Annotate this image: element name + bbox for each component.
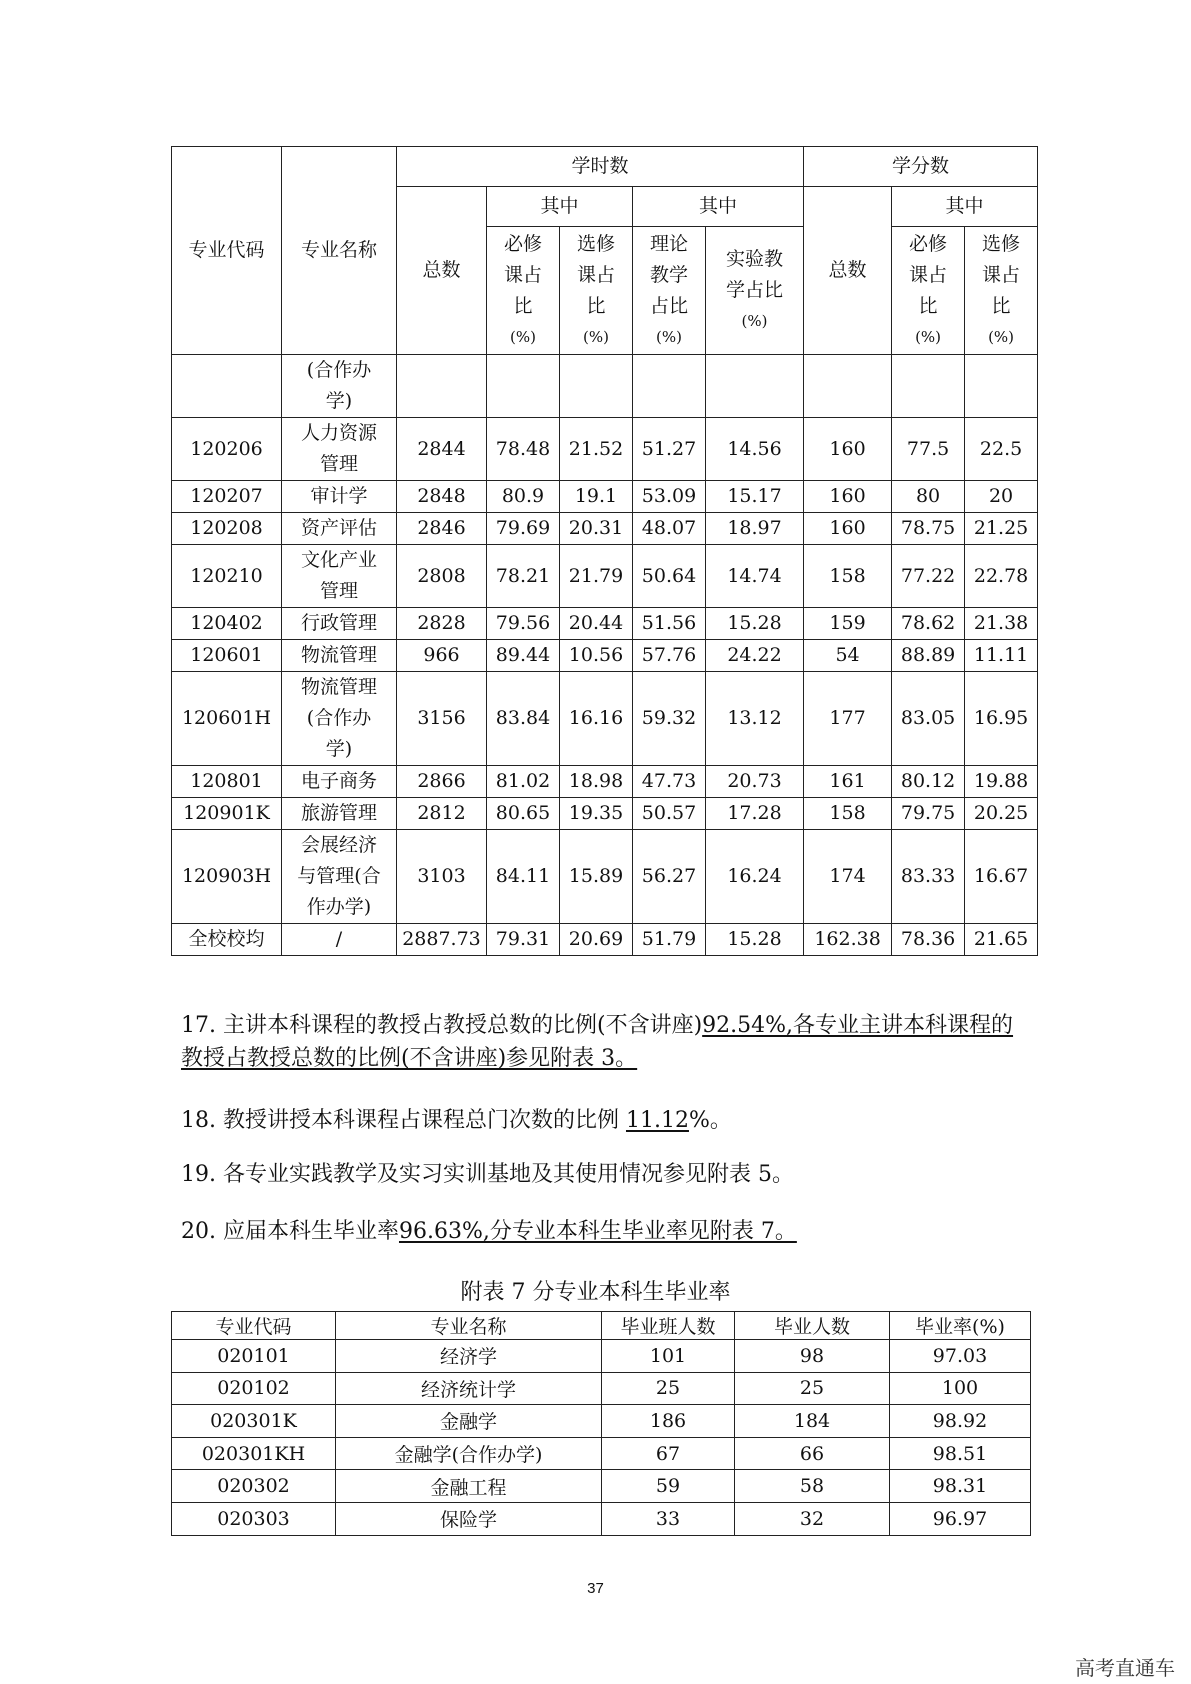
- cell-code: 120206: [172, 418, 282, 481]
- cell-value: 020301K: [172, 1405, 336, 1438]
- cell-value: 98.92: [890, 1405, 1031, 1438]
- cell-value: 78.62: [892, 608, 965, 640]
- cell-name: [282, 924, 397, 956]
- t2-header-class-size: 毕业班人数: [602, 1312, 735, 1340]
- paragraph-18-suffix: %。: [688, 1108, 732, 1133]
- cell-value: 89.44: [487, 640, 560, 672]
- cell-value: 101: [602, 1340, 735, 1373]
- cell-name-line: 学): [325, 738, 353, 760]
- cell-value: 020101: [172, 1340, 336, 1373]
- cell-value: 51.27: [633, 418, 706, 481]
- cell-value: 25: [735, 1372, 890, 1405]
- cell-value: [804, 355, 892, 418]
- cell-value: 金融工程: [336, 1470, 602, 1503]
- cell-value: 77.22: [892, 545, 965, 608]
- page-number: 37: [587, 1580, 604, 1597]
- cell-value: 21.52: [560, 418, 633, 481]
- cell-value: 50.64: [633, 545, 706, 608]
- cell-name: [282, 481, 397, 513]
- header-line: 必修: [909, 232, 948, 255]
- cell-value: 15.17: [706, 481, 804, 513]
- cell-value: 3103: [397, 830, 487, 924]
- cell-value: 50.57: [633, 798, 706, 830]
- header-line: 学占比: [726, 279, 784, 301]
- cell-name-line: /: [335, 928, 343, 950]
- cell-name-line: 文化产业: [300, 549, 377, 571]
- header-lab-pct: [706, 227, 804, 355]
- cell-value: 100: [890, 1372, 1031, 1405]
- cell-name: [282, 640, 397, 672]
- cell-value: 14.74: [706, 545, 804, 608]
- cell-value: 19.1: [560, 481, 633, 513]
- cell-name: [282, 513, 397, 545]
- cell-value: 58: [735, 1470, 890, 1503]
- graduation-rate-table: [171, 1311, 1031, 1536]
- cell-value: 020102: [172, 1372, 336, 1405]
- cell-value: 80: [892, 481, 965, 513]
- cell-value: 21.79: [560, 545, 633, 608]
- cell-value: 15.89: [560, 830, 633, 924]
- table-row: [172, 766, 1038, 798]
- table-row: [172, 355, 1038, 418]
- cell-code: 120801: [172, 766, 282, 798]
- cell-value: 54: [804, 640, 892, 672]
- cell-value: 78.36: [892, 924, 965, 956]
- table-row: [172, 798, 1038, 830]
- header-line: (%): [915, 327, 942, 346]
- cell-value: 33: [602, 1502, 735, 1535]
- cell-name: [282, 830, 397, 924]
- cell-code: 120601H: [172, 672, 282, 766]
- cell-name-line: 资产评估: [300, 517, 377, 539]
- table-row: [172, 1340, 1031, 1373]
- cell-value: 17.28: [706, 798, 804, 830]
- header-line: 选修: [982, 232, 1021, 255]
- cell-value: 15.28: [706, 608, 804, 640]
- paragraph-18: [181, 1104, 1031, 1137]
- cell-value: 84.11: [487, 830, 560, 924]
- header-line: (%): [583, 327, 609, 346]
- paragraph-20: [181, 1215, 1031, 1248]
- cell-value: 162.38: [804, 924, 892, 956]
- cell-name-line: 作办学): [306, 896, 372, 918]
- paragraph-20-text: 20. 应届本科生毕业率: [181, 1219, 399, 1244]
- cell-value: 79.56: [487, 608, 560, 640]
- header-line: (%): [741, 312, 768, 330]
- cell-value: 20.31: [560, 513, 633, 545]
- cell-value: 186: [602, 1405, 735, 1438]
- cell-name: [282, 798, 397, 830]
- cell-code: 120208: [172, 513, 282, 545]
- header-line: (%): [510, 327, 536, 346]
- cell-name-line: 学): [325, 390, 353, 412]
- table-row: [172, 545, 1038, 608]
- cell-value: 保险学: [336, 1502, 602, 1535]
- watermark: 高考直通车: [1075, 1656, 1175, 1680]
- paragraph-18-value: 11.12: [625, 1108, 689, 1133]
- t2-header-rate: 毕业率(%): [890, 1312, 1031, 1340]
- header-hours: 学时数: [397, 147, 804, 187]
- cell-value: 15.28: [706, 924, 804, 956]
- cell-value: 2844: [397, 418, 487, 481]
- cell-value: 67: [602, 1437, 735, 1470]
- cell-name-line: 与管理(合: [297, 865, 381, 887]
- cell-value: 966: [397, 640, 487, 672]
- cell-value: 98: [735, 1340, 890, 1373]
- cell-value: 79.69: [487, 513, 560, 545]
- cell-value: 160: [804, 481, 892, 513]
- cell-value: 金融学: [336, 1405, 602, 1438]
- cell-value: 51.79: [633, 924, 706, 956]
- cell-value: 金融学(合作办学): [336, 1437, 602, 1470]
- paragraph-19: [181, 1158, 1031, 1191]
- cell-code: 120207: [172, 481, 282, 513]
- header-elective-pct: [560, 227, 633, 355]
- cell-value: 22.5: [965, 418, 1038, 481]
- header-line: 比: [918, 294, 938, 317]
- cell-value: 98.31: [890, 1470, 1031, 1503]
- cell-code: 120210: [172, 545, 282, 608]
- header-line: 实验教: [726, 248, 784, 270]
- table-row: [172, 830, 1038, 924]
- cell-value: 20.69: [560, 924, 633, 956]
- table-row: [172, 1372, 1031, 1405]
- cell-value: 47.73: [633, 766, 706, 798]
- hours-credits-table-body: [172, 355, 1038, 956]
- paragraph-19-text: 19. 各专业实践教学及实习实训基地及其使用情况参见附表 5。: [181, 1162, 794, 1187]
- table-row: [172, 481, 1038, 513]
- cell-value: 020302: [172, 1470, 336, 1503]
- cell-value: 78.21: [487, 545, 560, 608]
- header-credits: 学分数: [804, 147, 1038, 187]
- table-caption: 附表 7 分专业本科生毕业率: [460, 1280, 731, 1305]
- cell-value: 78.48: [487, 418, 560, 481]
- cell-value: 159: [804, 608, 892, 640]
- cell-value: 20.44: [560, 608, 633, 640]
- table-row: [172, 640, 1038, 672]
- cell-name-line: (合作办: [306, 359, 372, 381]
- cell-value: 66: [735, 1437, 890, 1470]
- cell-value: 2866: [397, 766, 487, 798]
- cell-value: [397, 355, 487, 418]
- cell-value: 59.32: [633, 672, 706, 766]
- header-line: 比: [586, 294, 606, 317]
- header-line: 比: [991, 294, 1011, 317]
- table-row: [172, 1502, 1031, 1535]
- cell-value: 3156: [397, 672, 487, 766]
- paragraph-18-text: 18. 教授讲授本科课程占课程总门次数的比例: [181, 1108, 619, 1133]
- cell-value: 14.56: [706, 418, 804, 481]
- cell-value: 57.76: [633, 640, 706, 672]
- cell-name-line: 旅游管理: [300, 802, 377, 824]
- header-line: 教学: [649, 263, 688, 286]
- cell-value: 51.56: [633, 608, 706, 640]
- cell-value: 10.56: [560, 640, 633, 672]
- header-line: 比: [513, 294, 533, 317]
- cell-name: [282, 766, 397, 798]
- cell-value: 20.25: [965, 798, 1038, 830]
- cell-value: 25: [602, 1372, 735, 1405]
- cell-code: 120402: [172, 608, 282, 640]
- cell-value: 174: [804, 830, 892, 924]
- cell-value: [487, 355, 560, 418]
- cell-value: 2828: [397, 608, 487, 640]
- header-line: 理论: [649, 232, 688, 255]
- cell-name-line: 人力资源: [300, 422, 377, 444]
- cell-value: 2887.73: [397, 924, 487, 956]
- cell-value: [965, 355, 1038, 418]
- cell-value: 88.89: [892, 640, 965, 672]
- cell-value: 11.11: [965, 640, 1038, 672]
- cell-value: 81.02: [487, 766, 560, 798]
- cell-value: 98.51: [890, 1437, 1031, 1470]
- cell-value: 22.78: [965, 545, 1038, 608]
- cell-value: 21.65: [965, 924, 1038, 956]
- cell-value: 20: [965, 481, 1038, 513]
- cell-value: 79.31: [487, 924, 560, 956]
- cell-value: 80.65: [487, 798, 560, 830]
- header-theory-pct: [633, 227, 706, 355]
- cell-value: 184: [735, 1405, 890, 1438]
- header-hours-total: 总数: [397, 187, 487, 355]
- cell-value: 18.97: [706, 513, 804, 545]
- cell-value: 020303: [172, 1502, 336, 1535]
- cell-value: [560, 355, 633, 418]
- cell-name-line: 物流管理: [300, 676, 377, 698]
- header-credits-of-which: 其中: [892, 187, 1038, 227]
- header-hours-of-which-2: 其中: [633, 187, 804, 227]
- t2-header-code: 专业代码: [172, 1312, 336, 1340]
- cell-value: 2808: [397, 545, 487, 608]
- header-line: 课占: [982, 263, 1021, 286]
- cell-value: 80.9: [487, 481, 560, 513]
- cell-name: [282, 608, 397, 640]
- cell-value: 160: [804, 513, 892, 545]
- cell-code: 120903H: [172, 830, 282, 924]
- paragraph-17-text: 17. 主讲本科课程的教授占教授总数的比例(不含讲座): [181, 1013, 703, 1038]
- cell-value: 158: [804, 798, 892, 830]
- cell-value: 97.03: [890, 1340, 1031, 1373]
- cell-value: 158: [804, 545, 892, 608]
- cell-value: 96.97: [890, 1502, 1031, 1535]
- cell-value: 21.25: [965, 513, 1038, 545]
- cell-value: 2848: [397, 481, 487, 513]
- cell-name-line: 行政管理: [300, 612, 377, 634]
- header-line: (%): [988, 327, 1015, 346]
- cell-value: 83.33: [892, 830, 965, 924]
- cell-value: 79.75: [892, 798, 965, 830]
- header-hours-of-which-1: 其中: [487, 187, 633, 227]
- cell-value: 78.75: [892, 513, 965, 545]
- cell-name-line: 电子商务: [300, 770, 377, 792]
- header-credits-total: 总数: [804, 187, 892, 355]
- cell-code: 全校校均: [172, 924, 282, 956]
- graduation-rate-table-body: [172, 1340, 1031, 1536]
- cell-value: 20.73: [706, 766, 804, 798]
- cell-value: 16.16: [560, 672, 633, 766]
- header-line: 课占: [503, 263, 542, 286]
- cell-value: 13.12: [706, 672, 804, 766]
- cell-value: 21.38: [965, 608, 1038, 640]
- hours-credits-table: [171, 146, 1038, 956]
- table-row: [172, 672, 1038, 766]
- cell-value: 2846: [397, 513, 487, 545]
- header-line: 占比: [649, 294, 688, 317]
- cell-name-line: 会展经济: [300, 834, 377, 856]
- cell-value: 19.88: [965, 766, 1038, 798]
- cell-value: 59: [602, 1470, 735, 1503]
- cell-value: 161: [804, 766, 892, 798]
- cell-value: 经济学: [336, 1340, 602, 1373]
- header-code: 专业代码: [172, 147, 282, 355]
- header-credit-required-pct: [892, 227, 965, 355]
- cell-name-line: 物流管理: [300, 644, 377, 666]
- cell-value: [706, 355, 804, 418]
- cell-value: 16.24: [706, 830, 804, 924]
- table-row: [172, 513, 1038, 545]
- cell-name: [282, 545, 397, 608]
- cell-value: 24.22: [706, 640, 804, 672]
- cell-value: 经济统计学: [336, 1372, 602, 1405]
- paragraph-17-underlined: 92.54%,各专业主讲本科课程的教授占教授总数的比例(不含讲座)参见附表 3。: [181, 1013, 1014, 1071]
- cell-name-line: 管理: [319, 453, 358, 475]
- cell-name: [282, 355, 397, 418]
- cell-code: 120601: [172, 640, 282, 672]
- header-name: 专业名称: [282, 147, 397, 355]
- cell-name-line: 管理: [319, 580, 358, 602]
- cell-value: 32: [735, 1502, 890, 1535]
- t2-header-name: 专业名称: [336, 1312, 602, 1340]
- cell-value: [892, 355, 965, 418]
- header-line: 课占: [576, 263, 615, 286]
- table-row: [172, 924, 1038, 956]
- cell-value: 177: [804, 672, 892, 766]
- cell-value: 56.27: [633, 830, 706, 924]
- paragraph-20-underlined: 96.63%,分专业本科生毕业率见附表 7。: [398, 1219, 797, 1244]
- header-required-pct: [487, 227, 560, 355]
- cell-value: 19.35: [560, 798, 633, 830]
- cell-value: 16.95: [965, 672, 1038, 766]
- header-credit-elective-pct: [965, 227, 1038, 355]
- cell-value: 80.12: [892, 766, 965, 798]
- cell-value: 83.05: [892, 672, 965, 766]
- cell-value: 48.07: [633, 513, 706, 545]
- header-line: 选修: [576, 232, 615, 255]
- table-row: [172, 1405, 1031, 1438]
- cell-value: 77.5: [892, 418, 965, 481]
- cell-value: 83.84: [487, 672, 560, 766]
- table-row: [172, 608, 1038, 640]
- header-line: 必修: [503, 232, 542, 255]
- header-line: 课占: [909, 263, 948, 286]
- paragraph-17: [181, 1009, 1031, 1075]
- cell-code: 120901K: [172, 798, 282, 830]
- cell-name: [282, 672, 397, 766]
- cell-value: 2812: [397, 798, 487, 830]
- table-row: [172, 1470, 1031, 1503]
- t2-header-graduates: 毕业人数: [735, 1312, 890, 1340]
- cell-value: 160: [804, 418, 892, 481]
- cell-name-line: (合作办: [306, 707, 372, 729]
- cell-name: [282, 418, 397, 481]
- header-line: (%): [656, 327, 682, 346]
- cell-value: [633, 355, 706, 418]
- cell-value: 16.67: [965, 830, 1038, 924]
- cell-value: 18.98: [560, 766, 633, 798]
- table-row: [172, 1437, 1031, 1470]
- cell-value: 53.09: [633, 481, 706, 513]
- cell-name-line: 审计学: [310, 485, 368, 507]
- table-row: [172, 418, 1038, 481]
- cell-code: [172, 355, 282, 418]
- cell-value: 020301KH: [172, 1437, 336, 1470]
